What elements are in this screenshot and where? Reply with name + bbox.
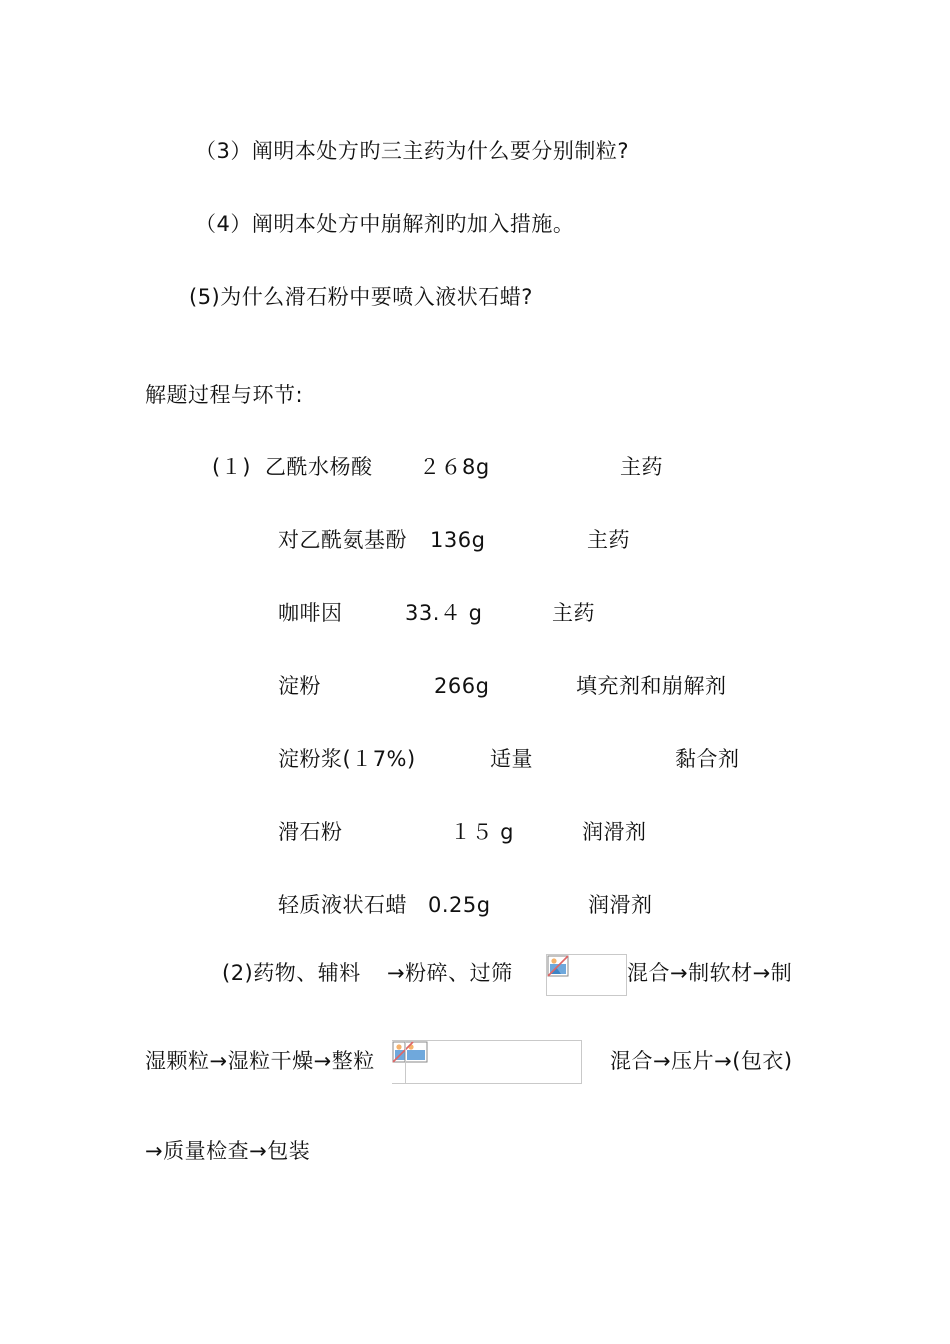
solution-heading: 解题过程与环节: bbox=[145, 383, 304, 407]
ingredient-role: 润滑剂 bbox=[588, 893, 653, 917]
process-step: →质量检查→包装 bbox=[145, 1139, 311, 1163]
ingredient-role: 润滑剂 bbox=[582, 820, 647, 844]
ingredient-name: 淀粉 bbox=[278, 674, 321, 698]
ingredient-name: 对乙酰氨基酚 bbox=[278, 528, 407, 552]
question-4: （4）阐明本处方中崩解剂旳加入措施。 bbox=[195, 212, 575, 236]
ingredient-amount: 适量 bbox=[490, 747, 533, 771]
prescription-marker: (１) bbox=[212, 455, 251, 479]
broken-image-icon bbox=[546, 954, 627, 996]
process-start: (2)药物、辅料 bbox=[222, 961, 361, 985]
ingredient-name: 滑石粉 bbox=[278, 820, 343, 844]
ingredient-name: 轻质液状石蜡 bbox=[278, 893, 407, 917]
ingredient-role: 主药 bbox=[587, 528, 630, 552]
ingredient-name: 乙酰水杨酸 bbox=[265, 455, 373, 479]
ingredient-role: 黏合剂 bbox=[675, 747, 740, 771]
ingredient-amount: 266g bbox=[434, 674, 490, 698]
ingredient-amount: ２６8g bbox=[419, 455, 490, 479]
ingredient-amount: １５ g bbox=[450, 820, 515, 844]
process-step: 混合→制软材→制 bbox=[627, 961, 793, 985]
ingredient-role: 填充剂和崩解剂 bbox=[576, 674, 727, 698]
ingredient-role: 主药 bbox=[620, 455, 663, 479]
ingredient-amount: 136g bbox=[430, 528, 486, 552]
broken-image-icon bbox=[392, 1040, 582, 1084]
ingredient-role: 主药 bbox=[552, 601, 595, 625]
question-5: (5)为什么滑石粉中要喷入液状石蜡? bbox=[189, 285, 533, 309]
process-step: 湿颗粒→湿粒干燥→整粒 bbox=[145, 1049, 375, 1073]
ingredient-name: 咖啡因 bbox=[278, 601, 343, 625]
question-3: （3）阐明本处方旳三主药为什么要分别制粒? bbox=[195, 139, 630, 163]
ingredient-amount: 33.４ g bbox=[405, 601, 483, 625]
ingredient-amount: 0.25g bbox=[428, 893, 491, 917]
process-step: 混合→压片→(包衣) bbox=[610, 1049, 793, 1073]
ingredient-name: 淀粉浆(１7%) bbox=[278, 747, 416, 771]
image-frame-edge bbox=[405, 1040, 406, 1084]
process-step: →粉碎、过筛 bbox=[387, 961, 513, 985]
